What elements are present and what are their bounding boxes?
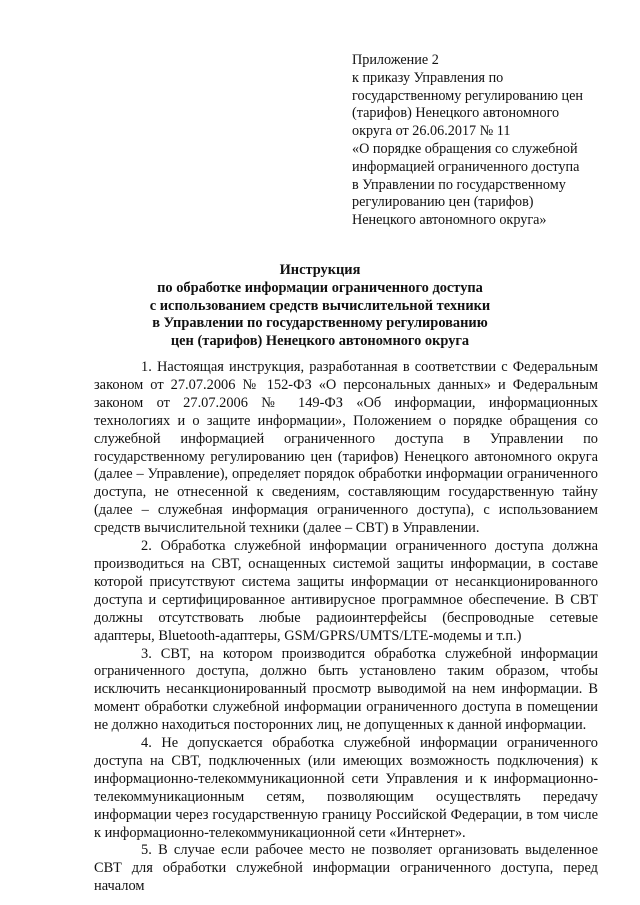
paragraph-4: 4. Не допускается обработка служебной информации ограниченного доступа на СВТ, подключенных (или имеющих возможность подключения) к информационно-телекоммуникационной сети Управления и к информационно-телекоммуникационным сетям, позволяющим осуществлять передачу информации через государственную границу Российской Федерации, в том числе к информационно-телекоммуникационной сети «Интернет». [94,735,598,841]
appendix-line: к приказу Управления по [352,69,504,86]
appendix-line: округа от 26.06.2017 № 11 [352,123,511,140]
appendix-line: (тарифов) Ненецкого автономного [352,105,560,122]
paragraph-2: 2. Обработка служебной информации ограниченного доступа должна производиться на СВТ, оснащенных системой защиты информации, в составе которой присутствуют система защиты информации от несанкционированного доступа и сертифицированное антивирусное программное обеспечение. В СВТ должны отсутствовать любые радиоинтерфейсы (беспроводные сетевые адаптеры, Bluetooth-адаптеры, GSM/GPRS/UMTS/LTE-модемы и т.п.) [94,538,598,644]
appendix-line: информацией ограниченного доступа [352,158,580,175]
paragraph-1: 1. Настоящая инструкция, разработанная в соответствии с Федеральным законом от 27.07.2006 № 152-ФЗ «О персональных данных» и Федеральным законом от 27.07.2006 № 149-ФЗ «Об информации, информационных технологиях и о защите информации», Положением о порядке обращения со служебной информацией ограниченного доступа в Управлении по государственному регулированию цен (тарифов) Ненецкого автономного округа (далее – Управление), определяет порядок обработки информации ограниченного доступа, не отнесенной к сведениям, составляющим государственную тайну (далее – служебная информация ограниченного доступа), с использованием средств вычислительной техники (далее – СВТ) в Управлении. [94,359,598,537]
appendix-line: государственному регулированию цен [352,87,584,104]
appendix-line: регулированию цен (тарифов) [352,194,534,211]
appendix-line: «О порядке обращения со служебной [352,140,578,157]
appendix-line: Ненецкого автономного округа» [352,212,547,229]
appendix-block [352,52,622,230]
paragraph-5: 5. В случае если рабочее место не позволяет организовать выделенное СВТ для обработки служебной информации ограниченного доступа, перед началом [94,842,598,895]
document-body [94,359,598,896]
appendix-line: Приложение 2 [352,52,439,68]
title-line: по обработке информации ограниченного доступа [157,279,483,296]
title-line: в Управлении по государственному регулированию [152,315,488,332]
appendix-line: в Управлении по государственному [352,176,566,193]
document-title [0,262,640,351]
title-line: Инструкция [279,262,361,278]
paragraph-3: 3. СВТ, на котором производится обработка служебной информации ограниченного доступа, должно быть установлено таким образом, чтобы исключить несанкционированный просмотр выводимой на нем информации. В момент обработки служебной информации ограниченного доступа в помещении не должно находиться посторонних лиц, не допущенных к данной информации. [94,645,598,734]
title-line: цен (тарифов) Ненецкого автономного округа [170,333,470,350]
title-line: с использованием средств вычислительной техники [149,297,491,314]
